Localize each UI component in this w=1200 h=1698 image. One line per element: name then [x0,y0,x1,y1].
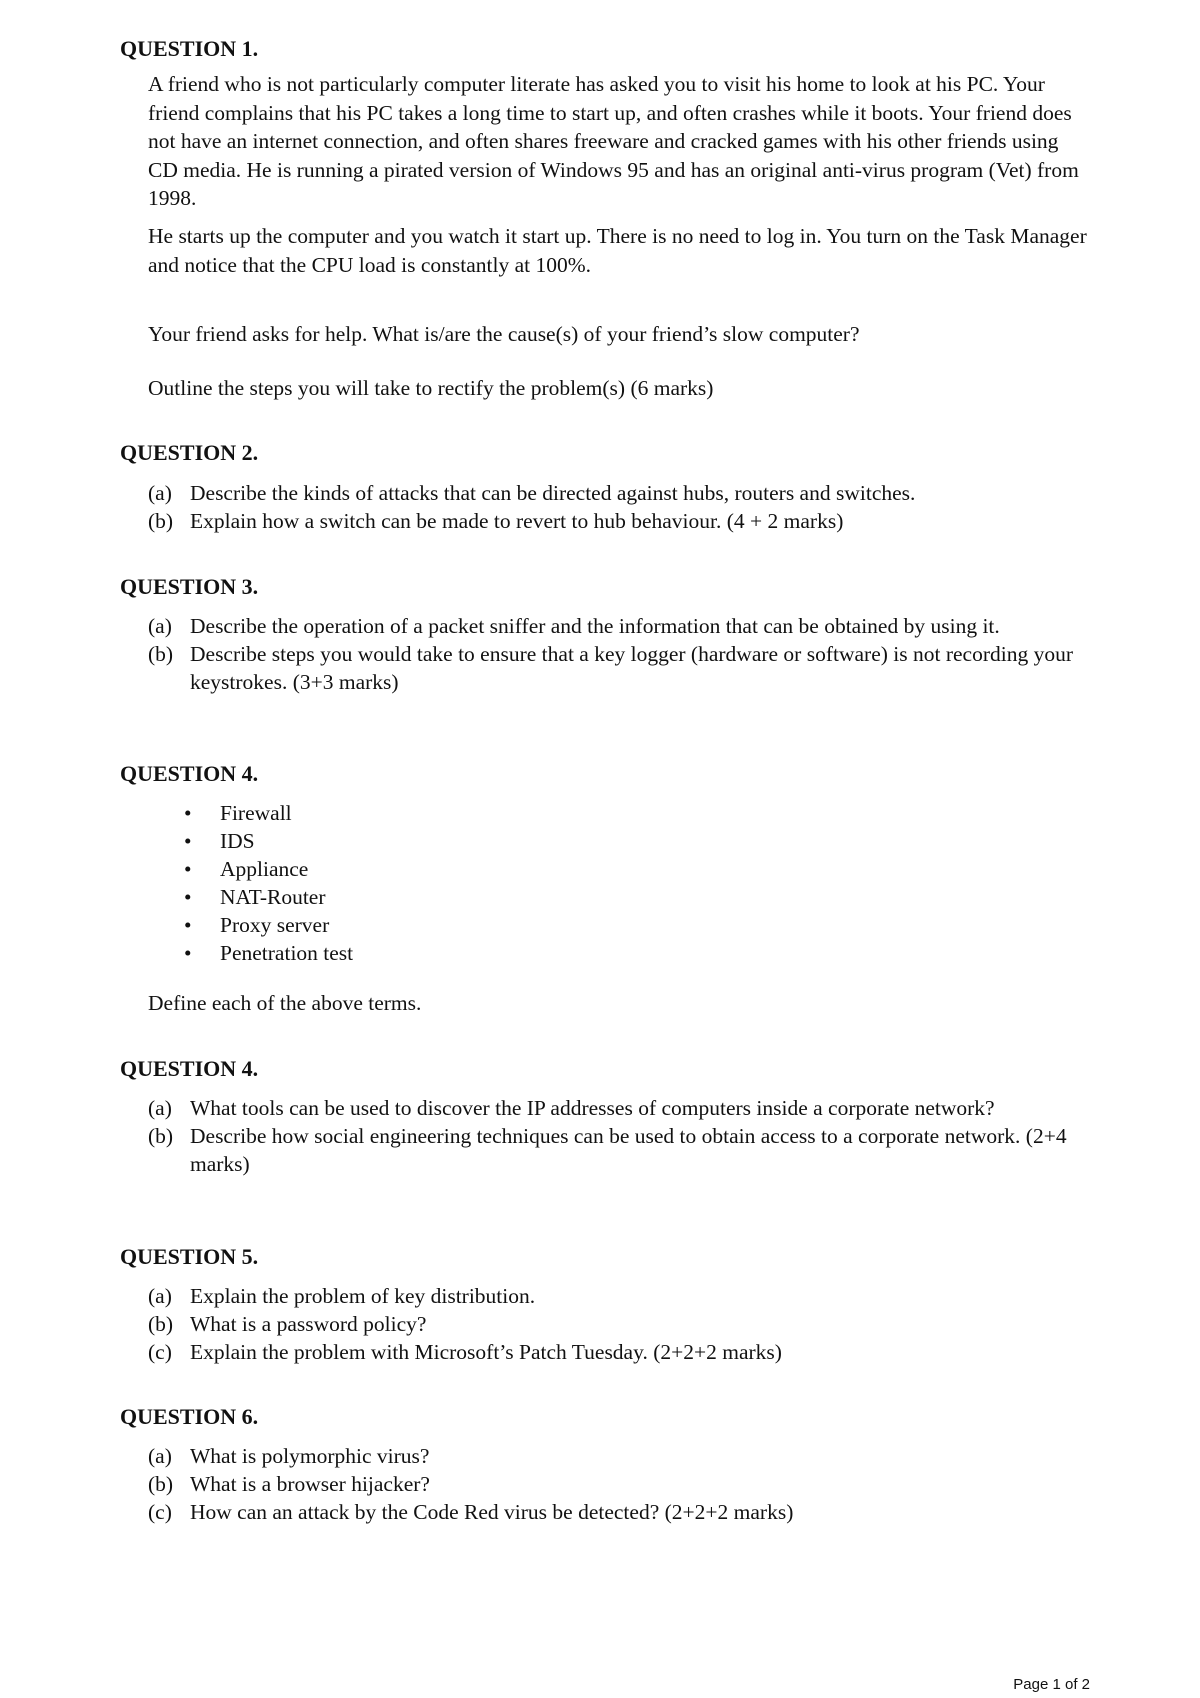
question-4-term-list [180,799,353,967]
term-item [180,883,353,911]
bullet-icon: • [184,801,192,825]
list-item [148,1338,1088,1366]
term-item [180,939,353,967]
question-3-list [148,612,1088,696]
term-item [180,827,353,855]
term-text: Firewall [220,801,292,825]
list-marker: (b) [148,509,174,533]
list-marker: (b) [148,1124,174,1148]
bullet-icon: • [184,941,192,965]
question-4b-heading: QUESTION 4. [120,1056,259,1081]
list-marker: (a) [148,1096,172,1120]
bullet-icon: • [184,885,192,909]
term-text: Appliance [220,857,309,881]
question-4b-list [148,1094,1088,1178]
question-5-heading: QUESTION 5. [120,1244,259,1269]
question-6-list [148,1442,1088,1526]
term-text: NAT-Router [220,885,326,909]
list-item [148,640,1088,696]
list-item [148,1094,1088,1122]
list-item-text: What is a browser hijacker? [190,1472,430,1496]
list-marker: (b) [148,1472,174,1496]
list-item [148,1122,1088,1178]
list-item-text: What tools can be used to discover the IP addresses of computers inside a corporate network? [190,1096,995,1120]
list-marker: (b) [148,1312,174,1336]
list-marker: (a) [148,1284,172,1308]
list-item-text: Describe how social engineering techniques can be used to obtain access to a corporate network. (2+4 marks) [190,1124,1067,1176]
bullet-icon: • [184,913,192,937]
question-1-paragraph-3: Your friend asks for help. What is/are the cause(s) of your friend’s slow computer? [148,322,860,346]
list-item [148,1310,1088,1338]
list-item-text: Explain the problem of key distribution. [190,1284,536,1308]
question-1-paragraph-1: A friend who is not particularly computer literate has asked you to visit his home to look at his PC. Your friend complains that his PC takes a long time to start up, and often crashes while it boots. Your friend does not have an internet connection, and often shares freeware and cracked games with his other friends using CD media. He is running a pirated version of Windows 95 and has an original anti-virus program (Vet) from 1998. [148,72,1079,210]
list-item [148,1498,1088,1526]
question-1-paragraph-2: He starts up the computer and you watch it start up. There is no need to log in. You turn on the Task Manager and notice that the CPU load is constantly at 100%. [148,224,1087,277]
term-text: IDS [220,829,255,853]
list-item-text: Explain how a switch can be made to revert to hub behaviour. (4 + 2 marks) [190,509,844,533]
question-5-list [148,1282,1088,1366]
question-1-paragraph-4: Outline the steps you will take to rectify the problem(s) (6 marks) [148,376,714,400]
list-item [148,1442,1088,1470]
list-item-text: Describe the kinds of attacks that can be directed against hubs, routers and switches. [190,481,916,505]
list-item-text: What is a password policy? [190,1312,427,1336]
list-item-text: Describe steps you would take to ensure that a key logger (hardware or software) is not recording your keystrokes. (3+3 marks) [190,642,1074,694]
list-item-text: Explain the problem with Microsoft’s Patch Tuesday. (2+2+2 marks) [190,1340,782,1364]
list-marker: (c) [148,1340,172,1364]
question-2-heading: QUESTION 2. [120,440,259,465]
list-item [148,479,1088,507]
list-item-text: How can an attack by the Code Red virus be detected? (2+2+2 marks) [190,1500,794,1524]
question-1-heading: QUESTION 1. [120,36,259,61]
bullet-icon: • [184,829,192,853]
list-item [148,1470,1088,1498]
question-6-heading: QUESTION 6. [120,1404,259,1429]
page-number: Page 1 of 2 [1013,1676,1090,1693]
list-item [148,507,1088,535]
list-marker: (b) [148,642,174,666]
list-marker: (a) [148,1444,172,1468]
list-item-text: What is polymorphic virus? [190,1444,430,1468]
term-item [180,799,353,827]
list-item [148,1282,1088,1310]
question-4-instruction: Define each of the above terms. [148,991,422,1015]
question-3-heading: QUESTION 3. [120,574,259,599]
term-item [180,855,353,883]
term-text: Proxy server [220,913,330,937]
question-4-heading: QUESTION 4. [120,761,259,786]
term-text: Penetration test [220,941,354,965]
list-marker: (a) [148,481,172,505]
list-marker: (c) [148,1500,172,1524]
question-2-list [148,479,1088,535]
list-item [148,612,1088,640]
term-item [180,911,353,939]
list-item-text: Describe the operation of a packet sniffer and the information that can be obtained by using it. [190,614,1000,638]
list-marker: (a) [148,614,172,638]
bullet-icon: • [184,857,192,881]
